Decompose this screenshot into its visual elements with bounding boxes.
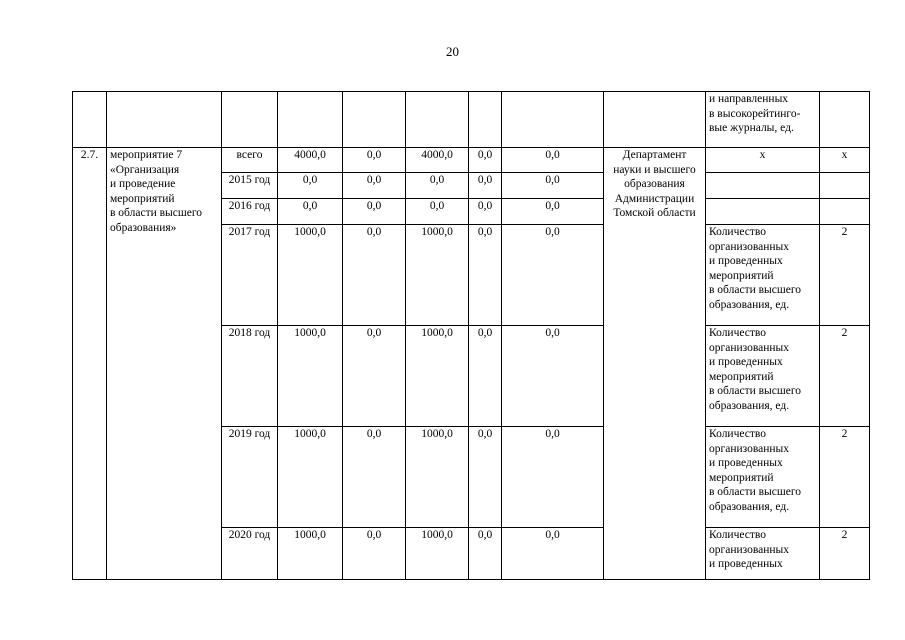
value-cell: 1000,0	[406, 528, 469, 580]
period-cell: 2015 год	[222, 173, 278, 199]
cell-empty	[222, 92, 278, 148]
indicator-value-cell: 2	[820, 326, 870, 427]
value-cell: 0,0	[406, 173, 469, 199]
period-cell: 2020 год	[222, 528, 278, 580]
value-cell: 0,0	[502, 528, 604, 580]
value-cell: 0,0	[469, 173, 502, 199]
cell-empty	[73, 92, 107, 148]
cell-empty	[469, 92, 502, 148]
cell-empty	[820, 92, 870, 148]
value-cell: 0,0	[343, 173, 406, 199]
value-cell: 0,0	[343, 148, 406, 173]
indicator-value-cell	[820, 199, 870, 225]
measures-table	[72, 91, 870, 580]
period-cell: 2019 год	[222, 427, 278, 528]
page-number: 20	[446, 44, 459, 59]
total-cell: 1000,0	[278, 528, 343, 580]
indicator-cell	[706, 199, 820, 225]
indicator-value-cell: х	[820, 148, 870, 173]
cell-empty	[406, 92, 469, 148]
value-cell: 0,0	[502, 173, 604, 199]
indicator-cell: Количество организованных и проведенных мероприятий в области высшего образования, ед.	[706, 427, 820, 528]
value-cell: 0,0	[502, 427, 604, 528]
table-row	[73, 148, 870, 173]
value-cell: 0,0	[469, 148, 502, 173]
value-cell: 0,0	[502, 225, 604, 326]
indicator-cell	[706, 173, 820, 199]
total-cell: 1000,0	[278, 326, 343, 427]
item-index: 2.7.	[73, 148, 107, 580]
value-cell: 0,0	[343, 199, 406, 225]
indicator-value-cell	[820, 173, 870, 199]
value-cell: 1000,0	[406, 225, 469, 326]
table-row-continuation	[73, 92, 870, 148]
value-cell: 0,0	[469, 326, 502, 427]
value-cell: 0,0	[406, 199, 469, 225]
value-cell: 0,0	[343, 326, 406, 427]
value-cell: 0,0	[469, 427, 502, 528]
period-cell: 2017 год	[222, 225, 278, 326]
value-cell: 0,0	[502, 326, 604, 427]
value-cell: 1000,0	[406, 326, 469, 427]
value-cell: 0,0	[502, 148, 604, 173]
value-cell: 0,0	[343, 528, 406, 580]
period-cell: всего	[222, 148, 278, 173]
indicator-cell: Количество организованных и проведенных мероприятий в области высшего образования, ед.	[706, 225, 820, 326]
indicator-cell: Количество организованных и проведенных мероприятий в области высшего образования, ед.	[706, 326, 820, 427]
department-cell: Департамент науки и высшего образования Администрации Томской области	[604, 148, 706, 580]
value-cell: 0,0	[469, 199, 502, 225]
total-cell: 1000,0	[278, 427, 343, 528]
item-name: мероприятие 7 «Организация и проведение мероприятий в области высшего образования»	[107, 148, 222, 580]
total-cell: 1000,0	[278, 225, 343, 326]
value-cell: 0,0	[343, 225, 406, 326]
period-cell: 2016 год	[222, 199, 278, 225]
indicator-cell: х	[706, 148, 820, 173]
cell-empty	[343, 92, 406, 148]
indicator-cell: Количество организованных и проведенных	[706, 528, 820, 580]
indicator-cell: и направленных в высокорейтинго- вые журналы, ед.	[706, 92, 820, 148]
indicator-value-cell: 2	[820, 225, 870, 326]
value-cell: 0,0	[469, 225, 502, 326]
value-cell: 4000,0	[406, 148, 469, 173]
value-cell: 0,0	[343, 427, 406, 528]
value-cell: 0,0	[469, 528, 502, 580]
indicator-value-cell: 2	[820, 427, 870, 528]
cell-empty	[107, 92, 222, 148]
total-cell: 4000,0	[278, 148, 343, 173]
cell-empty	[502, 92, 604, 148]
indicator-value-cell: 2	[820, 528, 870, 580]
total-cell: 0,0	[278, 173, 343, 199]
total-cell: 0,0	[278, 199, 343, 225]
cell-empty	[278, 92, 343, 148]
period-cell: 2018 год	[222, 326, 278, 427]
value-cell: 0,0	[502, 199, 604, 225]
value-cell: 1000,0	[406, 427, 469, 528]
cell-empty	[604, 92, 706, 148]
